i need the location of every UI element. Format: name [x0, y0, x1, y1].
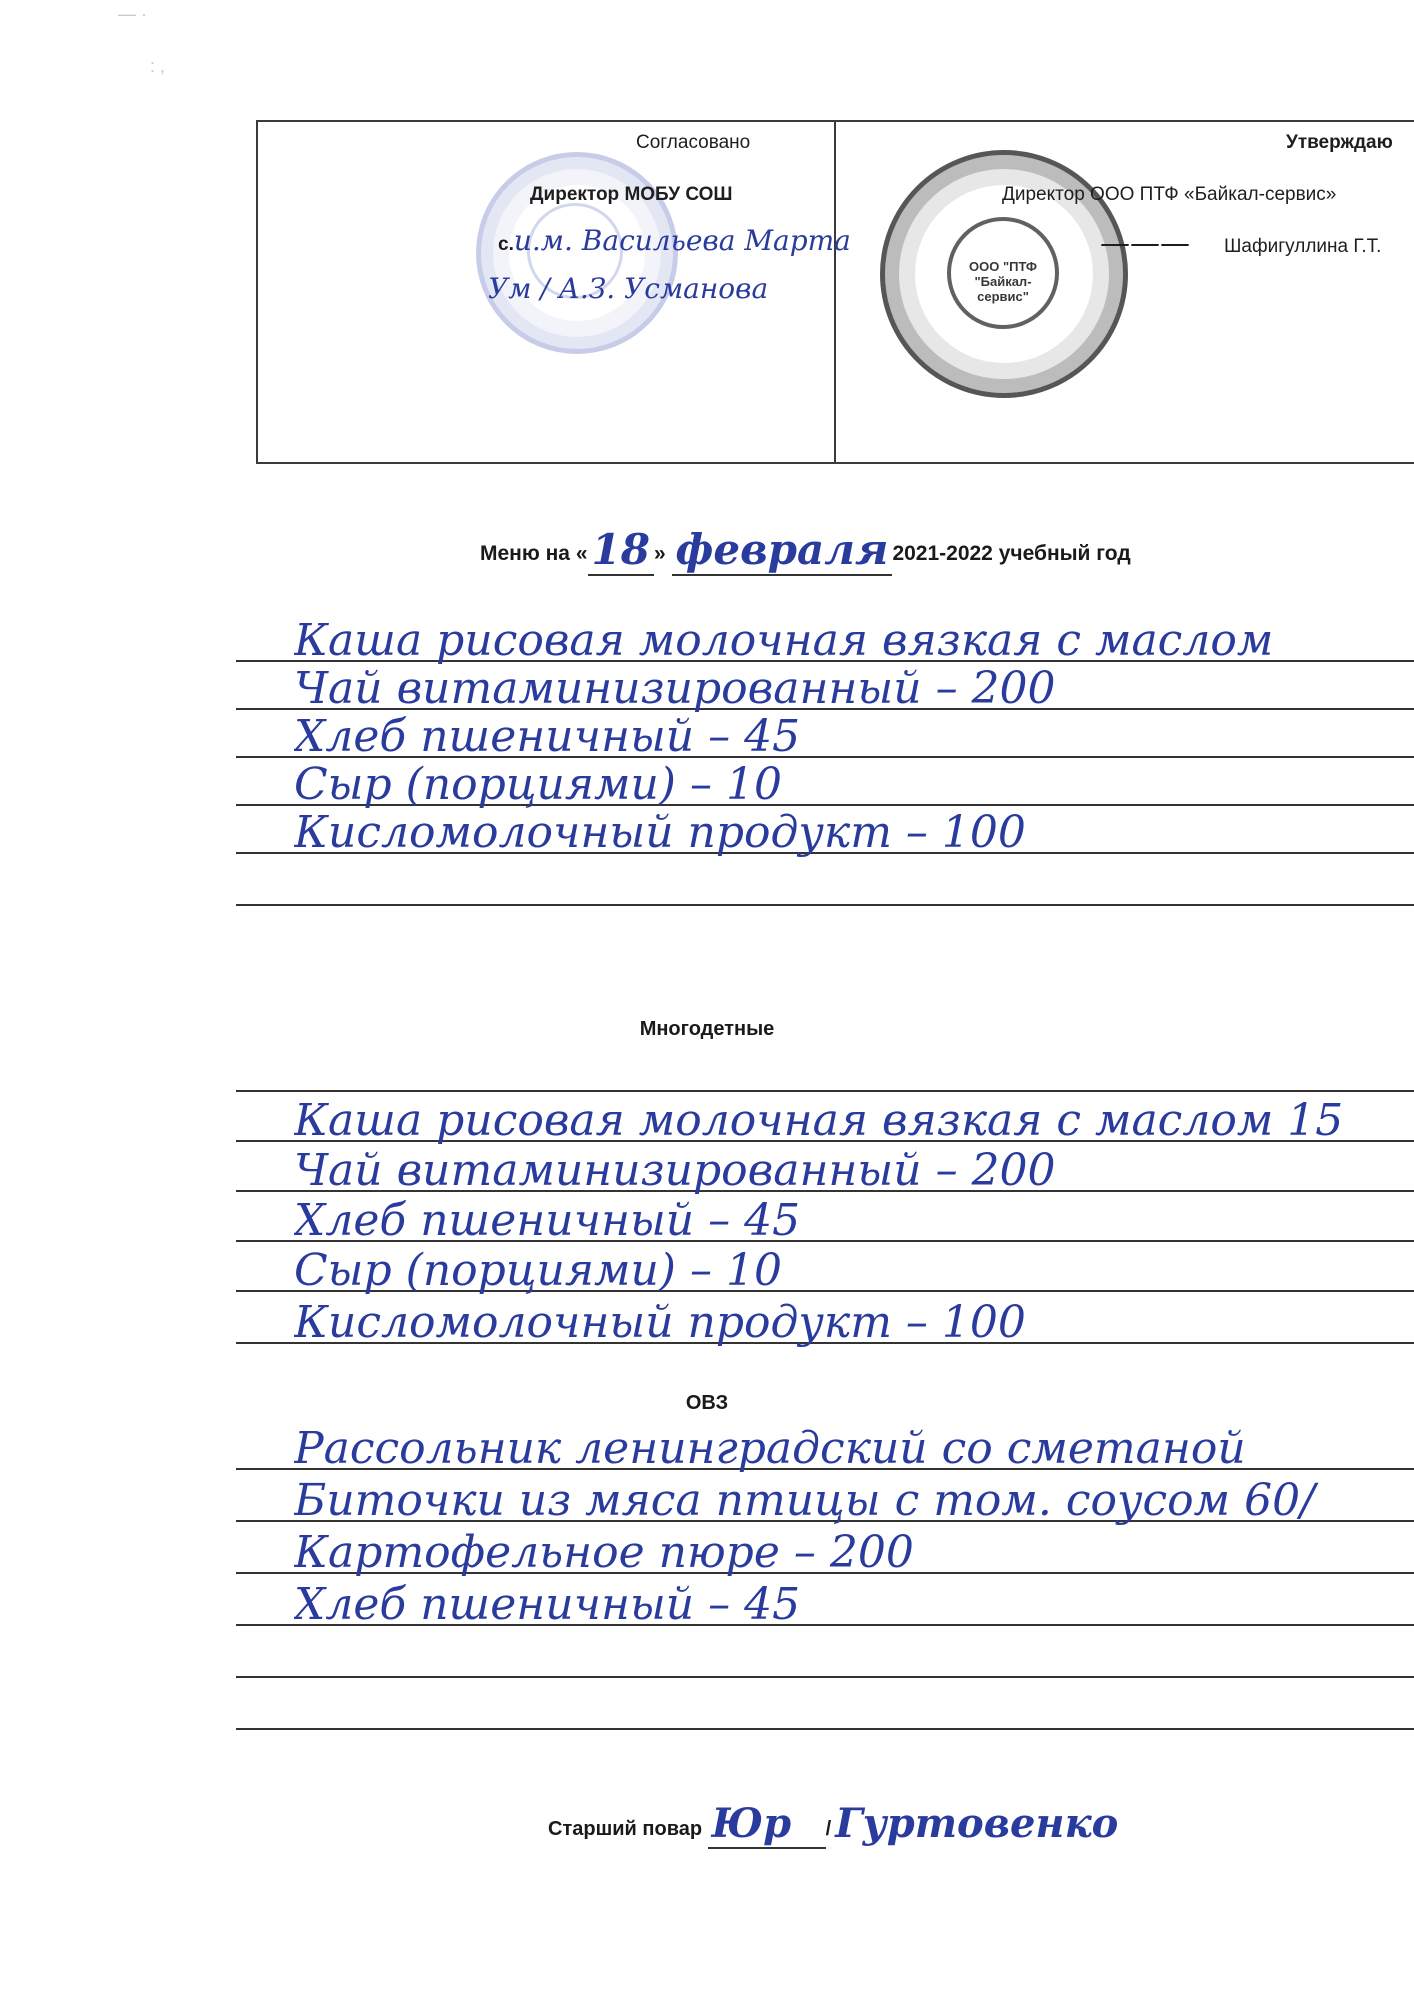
- chef-name: Гуртовенко: [835, 1800, 1119, 1847]
- company-stamp-org: ООО "ПТФ "Байкал-сервис": [969, 259, 1037, 304]
- menu-item: Кисломолочный продукт – 100: [294, 1297, 1026, 1348]
- school-director-signature: Ум / А.З. Усманова: [488, 272, 769, 305]
- ovz-heading: ОВЗ: [685, 1392, 729, 1414]
- village-handwritten: и.м. Васильева Марта: [513, 224, 851, 257]
- chef-separator: /: [825, 1818, 832, 1840]
- menu-line: [236, 1574, 1414, 1630]
- menu-line: [236, 1678, 1414, 1730]
- menu-item: Чай витаминизированный – 200: [294, 663, 1056, 714]
- menu-item: Чай витаминизированный – 200: [294, 1145, 1056, 1196]
- menu-item: Биточки из мяса птицы с том. соусом 60/: [294, 1475, 1315, 1526]
- menu-item: Хлеб пшеничный – 45: [294, 711, 801, 762]
- scan-mark: — ·: [118, 4, 147, 24]
- menu-item: Хлеб пшеничный – 45: [294, 1579, 801, 1630]
- approve-heading: Утверждаю: [1286, 132, 1393, 153]
- menu-line: [236, 1470, 1414, 1526]
- title-month-field: [672, 525, 893, 576]
- menu-line: [236, 854, 1414, 906]
- menu-item: Хлеб пшеничный – 45: [294, 1195, 801, 1246]
- menu-item: Сыр (порциями) – 10: [294, 759, 782, 810]
- menu-line: [236, 1142, 1414, 1196]
- menu-item: Рассольник ленинградский со сметаной: [294, 1423, 1246, 1474]
- village-prefix: с.: [498, 234, 514, 255]
- menu-item: Картофельное пюре – 200: [294, 1527, 914, 1578]
- title-suffix: 2021-2022 учебный год: [892, 542, 1131, 565]
- menu-item: Каша рисовая молочная вязкая с маслом 15: [294, 1095, 1344, 1146]
- scan-mark: : ,: [150, 56, 166, 76]
- menu-line: [236, 1092, 1414, 1146]
- company-director-signature-mark: ———: [1100, 226, 1190, 261]
- menu-line: [236, 1522, 1414, 1578]
- ovz-list: [236, 1418, 1414, 1730]
- large-families-list: [236, 1040, 1414, 1348]
- menu-line: [236, 1040, 1414, 1092]
- company-director-label: Директор ООО ПТФ «Байкал-сервис»: [1002, 184, 1337, 205]
- menu-line: [236, 1626, 1414, 1678]
- menu-item: Сыр (порциями) – 10: [294, 1245, 782, 1296]
- company-director-name: Шафигуллина Г.Т.: [1224, 236, 1382, 257]
- menu-line: [236, 1192, 1414, 1246]
- menu-line: [236, 806, 1414, 858]
- main-menu-list: [236, 614, 1414, 906]
- menu-item: Кисломолочный продукт – 100: [294, 807, 1026, 858]
- menu-line: [236, 1418, 1414, 1474]
- title-middle: »: [653, 542, 666, 565]
- menu-line: [236, 710, 1414, 762]
- menu-line: [236, 614, 1414, 666]
- village-line: [498, 224, 851, 257]
- chef-name-field: [831, 1800, 1122, 1847]
- school-director-label: Директор МОБУ СОШ: [530, 184, 733, 205]
- title-prefix: Меню на «: [480, 542, 588, 565]
- menu-line: [236, 1242, 1414, 1296]
- chef-initials-field: [708, 1800, 826, 1849]
- menu-item: Каша рисовая молочная вязкая с маслом: [294, 615, 1274, 666]
- chef-initials: Юр: [711, 1800, 792, 1847]
- title-day: 18: [591, 525, 650, 574]
- large-families-heading: Многодетные: [639, 1018, 775, 1040]
- menu-line: [236, 1292, 1414, 1348]
- title-month: февраля: [675, 525, 889, 574]
- chef-signature-line: [548, 1800, 1122, 1849]
- chef-label: Старший повар: [548, 1818, 703, 1840]
- menu-line: [236, 662, 1414, 714]
- agreed-heading: Согласовано: [636, 132, 751, 153]
- approval-table: [256, 120, 1414, 464]
- title-day-field: [588, 525, 654, 576]
- menu-line: [236, 758, 1414, 810]
- table-divider: [834, 122, 836, 462]
